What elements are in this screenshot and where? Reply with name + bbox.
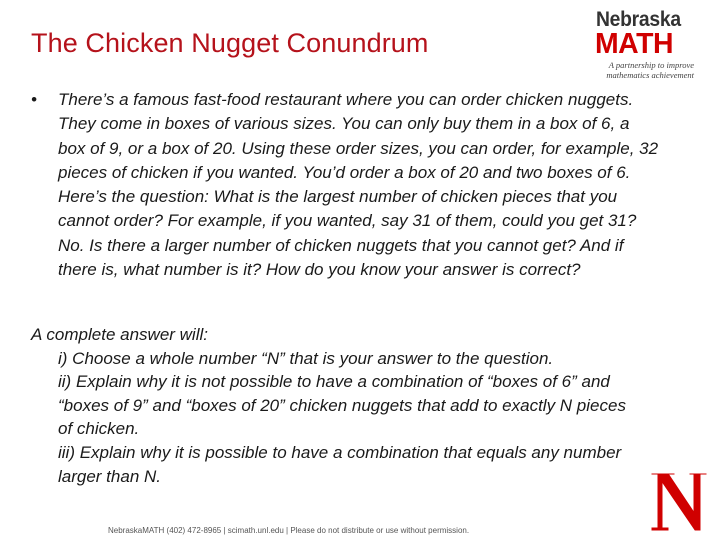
logo-tagline: A partnership to improve mathematics achievement bbox=[606, 60, 694, 80]
problem-text: There’s a famous fast-food restaurant where you can order chicken nuggets. They come in boxes of various sizes. You can only buy them in a box of 6, a box of 9, or a box of 20. Using these order sizes, you can order, for example, 32 pieces of chicken if you wanted. You’d order a box of 20 and two boxes of 6. Here’s the question: What is the largest number of chicken pieces that you cannot order? For example, if you wanted, say 31 of them, could you get 31? No. Is there a larger number of chicken nuggets that you cannot get? And if there is, what number is it? How do you know your answer is correct? bbox=[58, 90, 659, 280]
answer-item-1: i) Choose a whole number “N” that is your answer to the question. bbox=[58, 348, 554, 368]
answer-item-3: iii) Explain why it is possible to have a combination that equals any number larger than N. bbox=[58, 442, 622, 486]
answer-heading: A complete answer will: bbox=[31, 325, 208, 344]
university-n-logo bbox=[642, 462, 720, 540]
problem-bullet bbox=[31, 88, 661, 282]
slide-title: The Chicken Nugget Conundrum bbox=[31, 28, 429, 58]
bullet-dot-icon: • bbox=[31, 90, 37, 109]
answer-requirements bbox=[31, 323, 631, 488]
footer-text: NebraskaMATH (402) 472-8965 | scimath.unl.edu | Please do not distribute or use without permission. bbox=[108, 526, 470, 535]
logo-nebraska-text: Nebraska bbox=[596, 8, 681, 31]
answer-item-2: ii) Explain why it is not possible to have a combination of “boxes of 6” and “boxes of 9” and “boxes of 20” chicken nuggets that add to exactly N pieces of chicken. bbox=[58, 372, 626, 439]
logo-math-text: MATH bbox=[595, 28, 674, 60]
nebraska-math-logo bbox=[588, 8, 698, 88]
